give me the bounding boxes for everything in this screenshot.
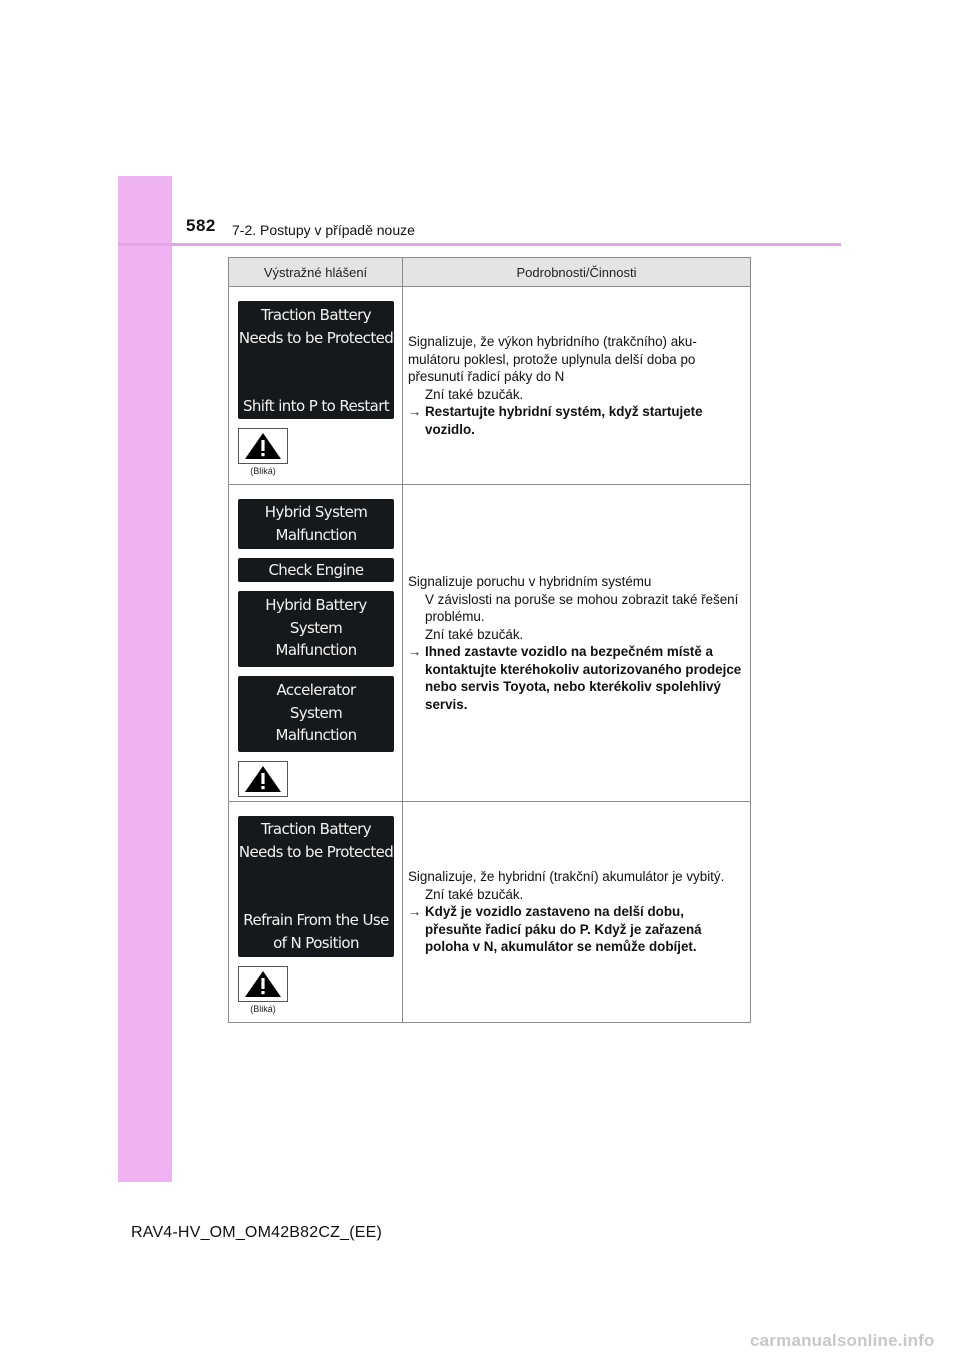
details-cell xyxy=(403,802,751,1023)
table-row xyxy=(229,485,751,802)
note-text: Zní také bzučák. xyxy=(425,386,524,402)
warning-light-box xyxy=(238,761,288,797)
arrow-icon: → xyxy=(408,644,422,659)
description-text: Signalizuje, že výkon hybridního (trakčního) akumulátoru poklesl, protože uplynula delší doba po přesunutí řadicí páky do N xyxy=(408,334,697,384)
message-cell xyxy=(229,802,403,1023)
section-title: 7-2. Postupy v případě nouze xyxy=(232,222,415,238)
page-number: 582 xyxy=(186,216,216,235)
screen-spacer xyxy=(238,863,394,909)
display-screen xyxy=(238,301,394,419)
display-screen xyxy=(238,591,394,667)
column-header-details: Podrobnosti/Činnosti xyxy=(403,258,751,287)
screen-line: System xyxy=(289,703,343,722)
display-screen xyxy=(238,499,394,549)
screen-line: System xyxy=(289,618,343,637)
table-row xyxy=(229,802,751,1023)
screen-line: Traction Battery xyxy=(261,306,371,324)
action-item xyxy=(408,903,744,956)
header-rule xyxy=(118,243,841,246)
screen-line: Hybrid System xyxy=(264,503,368,521)
note-text: Zní také bzučák. xyxy=(425,886,524,902)
warning-triangle-icon xyxy=(243,431,283,461)
manual-code: RAV4-HV_OM_OM42B82CZ_(EE) xyxy=(131,1224,382,1241)
screen-line: Needs to be Protected xyxy=(238,842,394,861)
warning-triangle-icon xyxy=(243,764,283,794)
action-item xyxy=(408,403,744,438)
watermark-link[interactable]: carmanualsonline.info xyxy=(750,1331,935,1350)
display-screen xyxy=(238,558,394,582)
message-cell xyxy=(229,485,403,802)
action-text: Když je vozidlo zastaveno na delší dobu, přesuňte řadicí páku do P. Když je zařazená poloha v N, akumulátor se nemůže dobíjet. xyxy=(425,904,702,955)
action-text: Ihned zastavte vozidlo na bezpečném místě a kontaktujte kteréhokoliv autorizovaného prodejce nebo servis Toyota, nebo kterékoliv spolehlivý servis. xyxy=(425,644,742,712)
screen-line: Malfunction xyxy=(275,726,357,744)
arrow-icon: → xyxy=(408,404,422,419)
display-screen xyxy=(238,676,394,752)
screen-line: Hybrid Battery xyxy=(265,596,367,614)
screen-line: Shift into P to Restart xyxy=(242,397,390,415)
warning-triangle-icon xyxy=(243,969,283,999)
blink-label: (Bliká) xyxy=(250,1004,276,1014)
details-cell xyxy=(403,287,751,485)
description-text: Signalizuje poruchu v hybridním systému xyxy=(408,574,652,589)
screen-line: Traction Battery xyxy=(261,820,371,838)
action-item xyxy=(408,643,744,713)
warning-light-box xyxy=(238,966,288,1002)
details-cell xyxy=(403,485,751,802)
arrow-icon: → xyxy=(408,904,422,920)
screen-spacer xyxy=(238,349,394,395)
screen-line: Needs to be Protected xyxy=(238,328,394,347)
display-screen xyxy=(238,816,394,957)
screen-line: of N Position xyxy=(273,933,359,952)
column-header-message: Výstražné hlášení xyxy=(229,258,403,287)
action-text: Restartujte hybridní systém, když startujete vozidlo. xyxy=(425,404,703,437)
note-text: V závislosti na poruše se mohou zobrazit také řešení problému. xyxy=(425,591,739,624)
warning-light-box xyxy=(238,428,288,464)
description-text: Signalizuje, že hybridní (trakční) akumulátor je vybitý. xyxy=(408,869,725,885)
chapter-sidebar-tab xyxy=(118,176,172,1182)
screen-line: Refrain From the Use xyxy=(243,911,389,929)
screen-line: Accelerator xyxy=(276,681,356,699)
message-cell xyxy=(229,287,403,485)
warning-messages-table xyxy=(228,257,751,1023)
table-header-row xyxy=(229,258,751,287)
screen-line: Malfunction xyxy=(275,641,357,659)
screen-line: Malfunction xyxy=(275,525,357,544)
note-text: Zní také bzučák. xyxy=(425,626,524,642)
table-row xyxy=(229,287,751,485)
screen-line: Check Engine xyxy=(268,561,364,579)
blink-label: (Bliká) xyxy=(250,466,276,476)
